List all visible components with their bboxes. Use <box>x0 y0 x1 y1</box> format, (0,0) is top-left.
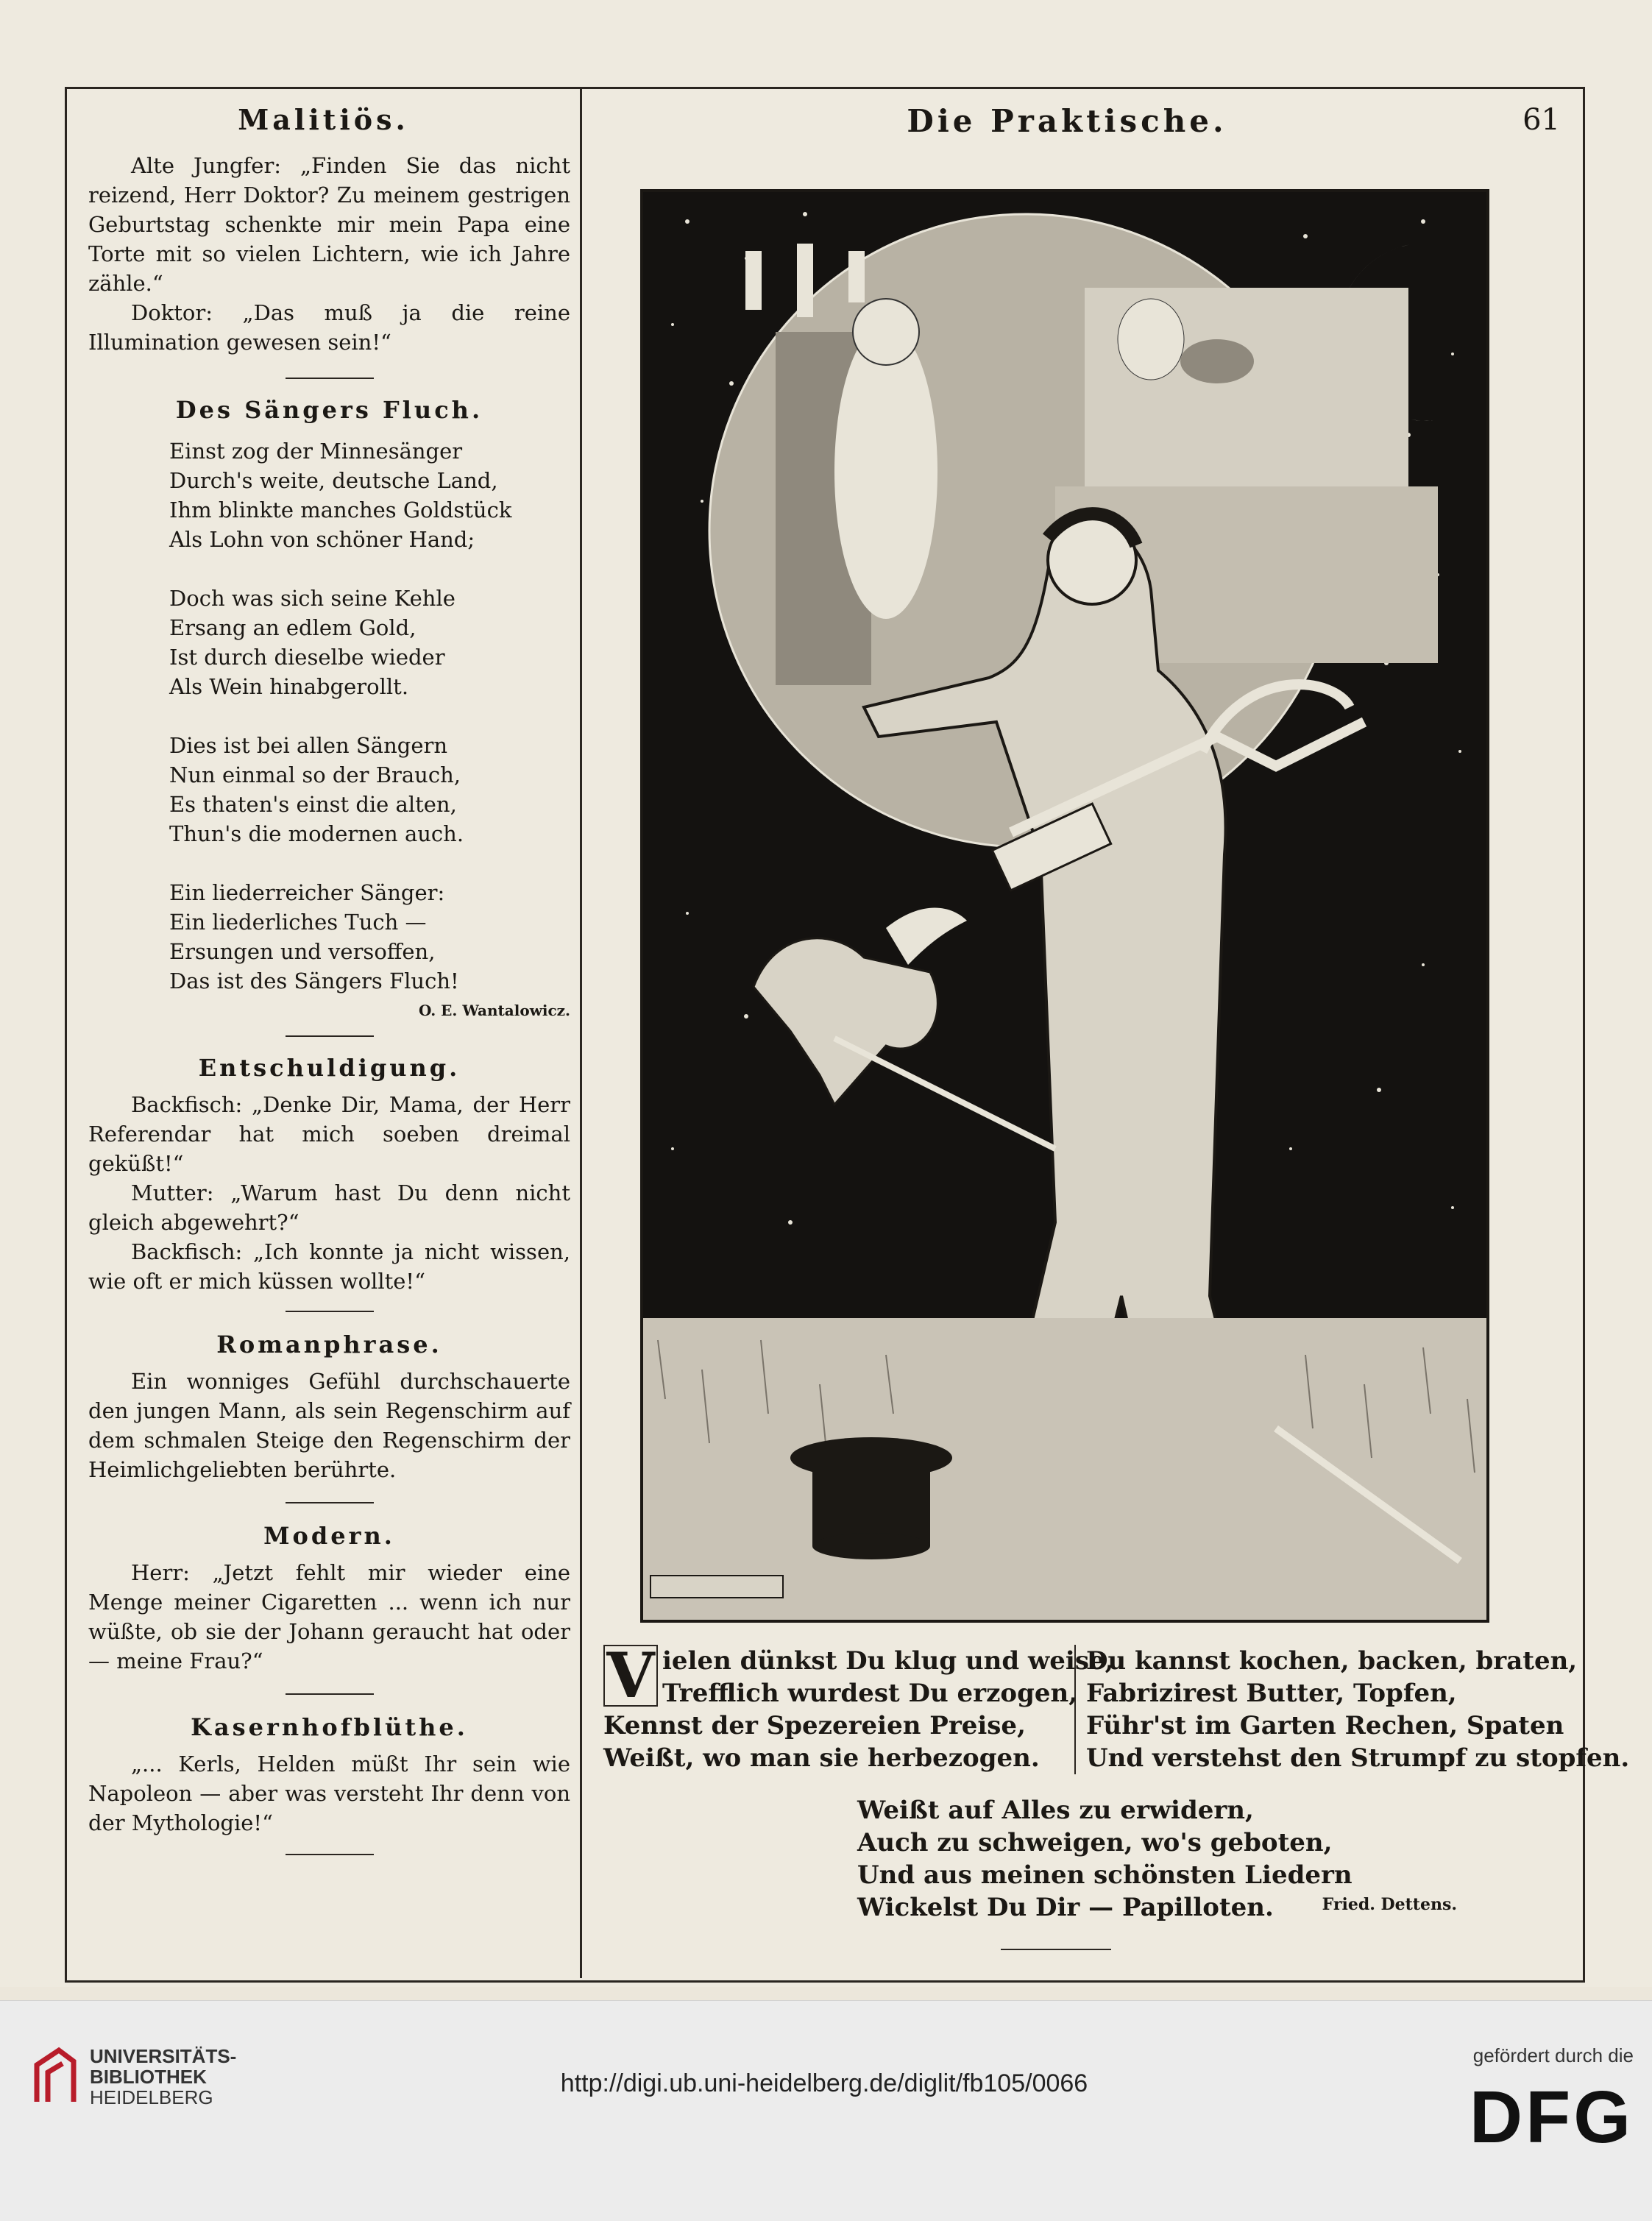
poem-line: Als Lohn von schöner Hand; <box>169 527 475 552</box>
modern-title: Modern. <box>263 1522 395 1550</box>
entschuldigung-line-3: Backfisch: „Ich konnte ja nicht wissen, wie oft er mich küssen wollte!“ <box>88 1239 570 1294</box>
poem-left-stanza <box>603 1639 1114 1774</box>
entschuldigung-line-2: Mutter: „Warum hast Du denn nicht gleich abgewehrt?“ <box>88 1180 570 1235</box>
poem-line: Ersang an edlem Gold, <box>169 615 416 640</box>
poem-line: Und aus meinen schönsten Liedern <box>857 1860 1353 1890</box>
saengers-fluch-stanza-3 <box>169 731 570 849</box>
header-center-title: Die Praktische. <box>907 103 1227 139</box>
library-logo-icon[interactable] <box>29 2043 81 2109</box>
logo-line: HEIDELBERG <box>90 2086 213 2108</box>
poem-line: Führ'st im Garten Rechen, Spaten <box>1086 1711 1564 1740</box>
poem-line: Ersungen und versoffen, <box>169 939 436 964</box>
poem-line: Du kannst kochen, backen, braten, <box>1086 1646 1578 1676</box>
poem-drop-cap: V <box>603 1645 658 1707</box>
saengers-fluch-stanza-4 <box>169 878 570 996</box>
romanphrase-text: Ein wonniges Gefühl durchschauerte den jungen Mann, als sein Regenschirm auf dem schmalen Steige den Regenschirm der Heimlichgeliebten berührte. <box>88 1369 570 1482</box>
poem-line: Es thaten's einst die alten, <box>169 792 457 817</box>
poem-line: Und verstehst den Strumpf zu stopfen. <box>1086 1743 1630 1773</box>
column-divider <box>580 87 582 1978</box>
funded-by-label: gefördert durch die <box>1472 2044 1634 2066</box>
poem-line: Durch's weite, deutsche Land, <box>169 468 498 493</box>
kasernhof-title: Kasernhofblüthe. <box>191 1713 468 1741</box>
entschuldigung-line-1: Backfisch: „Denke Dir, Mama, der Herr Referendar hat mich soeben dreimal geküßt!“ <box>88 1092 570 1176</box>
malitioes-line-1: Alte Jungfer: „Finden Sie das nicht reizend, Herr Doktor? Zu meinem gestrigen Geburtstag schenkte mir mein Papa eine Torte mit so vielen Lichtern, wie ich Jahre zähle.“ <box>88 153 570 296</box>
logo-line: UNIVERSITÄTS- <box>90 2045 237 2067</box>
footer-bar <box>0 2000 1652 2221</box>
permalink-url[interactable]: http://digi.ub.uni-heidelberg.de/diglit/fb105/0066 <box>560 2069 1088 2097</box>
poem-line: Wickelst Du Dir — Papilloten. <box>857 1893 1274 1922</box>
page-number: 61 <box>1522 103 1560 137</box>
modern-text: Herr: „Jetzt fehlt mir wieder eine Menge meiner Cigaretten ... wenn ich nur wüßte, ob sie der Johann geraucht hat oder — meine Frau?“ <box>88 1560 570 1673</box>
saengers-fluch-stanza-1 <box>169 436 570 554</box>
poem-line: ielen dünkst Du klug und weise, <box>662 1646 1114 1676</box>
poem-line: Weißt auf Alles zu erwidern, <box>857 1796 1254 1825</box>
malitioes-line-2: Doktor: „Das muß ja die reine Illumination gewesen sein!“ <box>88 300 570 355</box>
dfg-logo[interactable]: DFG <box>1469 2076 1634 2158</box>
poem-line: Doch was sich seine Kehle <box>169 586 455 611</box>
saengers-fluch-stanza-2 <box>169 584 570 701</box>
poem-line: Ihm blinkte manches Goldstück <box>169 497 512 523</box>
romanphrase-title: Romanphrase. <box>216 1331 442 1359</box>
entschuldigung-title: Entschuldigung. <box>198 1054 461 1082</box>
poem-line: Weißt, wo man sie herbezogen. <box>603 1743 1040 1773</box>
poem-line: Einst zog der Minnesänger <box>169 439 463 464</box>
poem-line: Nun einmal so der Brauch, <box>169 762 461 787</box>
poem-signature: Fried. Dettens. <box>1322 1895 1457 1914</box>
left-column <box>88 151 570 1855</box>
logo-line: BIBLIOTHEK <box>90 2066 207 2088</box>
poem-right-stanza <box>1074 1645 1630 1774</box>
section-separator <box>286 1854 374 1855</box>
library-logo-text[interactable] <box>90 2046 237 2108</box>
poem-line: Ein liederreicher Sänger: <box>169 880 445 905</box>
poem-line: Ein liederliches Tuch — <box>169 910 427 935</box>
illustration-drawing <box>643 192 1486 1620</box>
saengers-fluch-signature: O. E. Wantalowicz. <box>418 1002 570 1019</box>
poem-line: Als Wein hinabgerollt. <box>169 674 409 699</box>
poem-line: Ist durch dieselbe wieder <box>169 645 445 670</box>
poem-line: Trefflich wurdest Du erzogen, <box>662 1679 1078 1708</box>
poem-line: Thun's die modernen auch. <box>169 821 464 846</box>
saengers-fluch-title: Des Sängers Fluch. <box>175 396 483 424</box>
illustration <box>640 189 1489 1623</box>
section-separator <box>1001 1949 1111 1950</box>
header-left-title: Malitiös. <box>238 103 409 136</box>
poem-line: Dies ist bei allen Sängern <box>169 733 448 758</box>
poem-line: Auch zu schweigen, wo's geboten, <box>857 1828 1333 1857</box>
poem-line: Fabrizirest Butter, Topfen, <box>1086 1679 1457 1708</box>
poem-line: Das ist des Sängers Fluch! <box>169 968 459 993</box>
kasernhof-text: „... Kerls, Helden müßt Ihr sein wie Napoleon — aber was versteht Ihr denn von der Mythologie!“ <box>88 1751 570 1835</box>
poem-line: Kennst der Spezereien Preise, <box>603 1711 1026 1740</box>
